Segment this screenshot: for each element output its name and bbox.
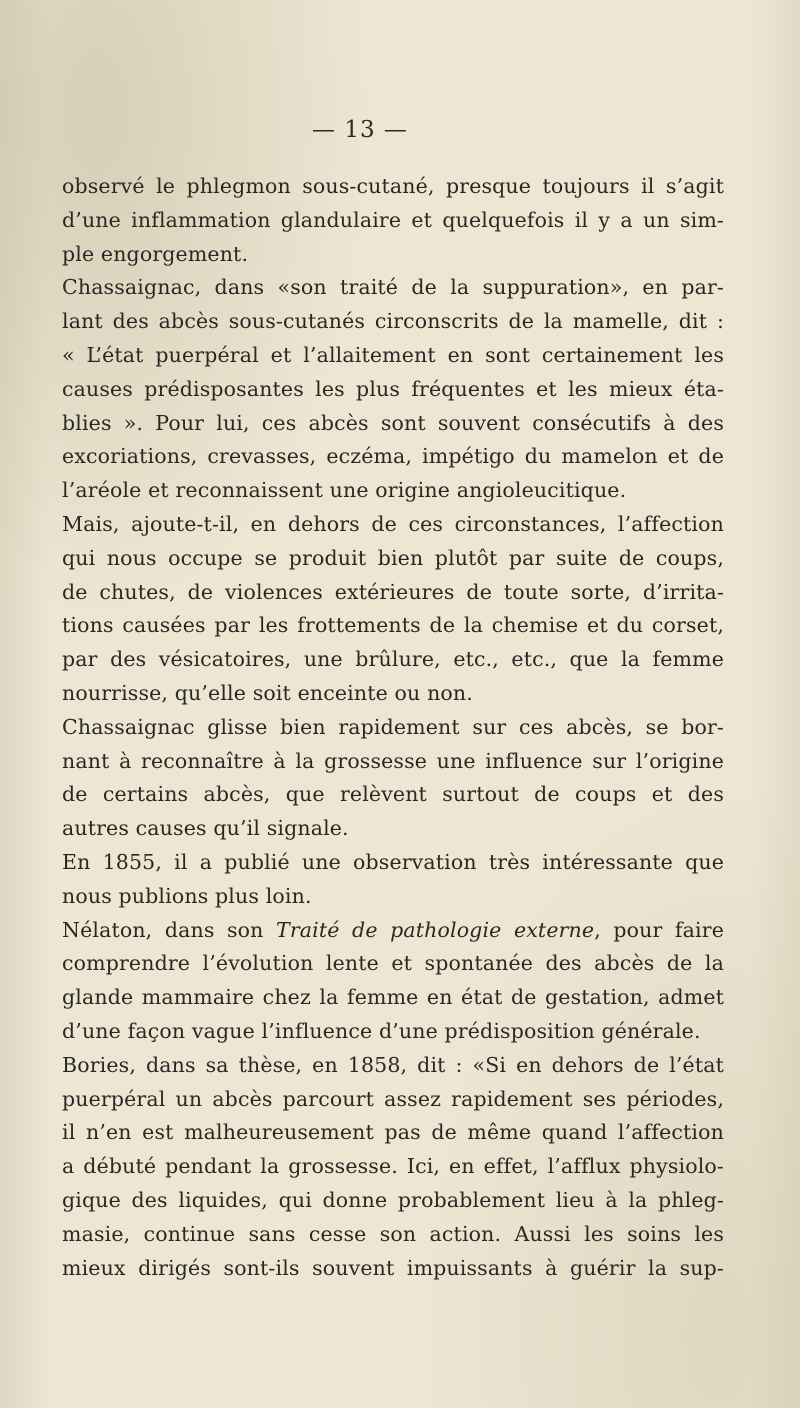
text-line: Chassaignac, dans «son traité de la suppuration», en par- (62, 275, 724, 300)
text-line: nourrisse, qu’elle soit enceinte ou non. (62, 680, 473, 705)
text-line: observé le phlegmon sous-cutané, presque toujours il s’agit (62, 174, 724, 198)
text-line: glande mammaire chez la femme en état de gestation, admet (62, 985, 724, 1010)
text-line: masie, continue sans cesse son action. Aussi les soins les (62, 1221, 724, 1246)
text-line: tions causées par les frottements de la chemise et du corset, (62, 613, 724, 638)
text-line: Bories, dans sa thèse, en 1858, dit : «Si en dehors de l’état (62, 1052, 724, 1077)
text-line: blies ». Pour lui, ces abcès sont souvent consécutifs à des (62, 410, 724, 435)
text-line: « L’état puerpéral et l’allaitement en sont certainement les (62, 342, 724, 367)
text-line: de certains abcès, que relèvent surtout de coups et des (62, 782, 724, 807)
text-line: puerpéral un abcès parcourt assez rapidement ses périodes, (62, 1086, 724, 1111)
text-line: l’aréole et reconnaissent une origine angioleucitique. (62, 478, 627, 503)
line-comma: , (594, 917, 601, 942)
text-line: qui nous occupe se produit bien plutôt par suite de coups, (62, 545, 724, 570)
text-line: En 1855, il a publié une observation très intéressante que (62, 849, 724, 874)
text-line: autres causes qu’il signale. (62, 816, 349, 841)
text-line: il n’en est malheureusement pas de même quand l’affection (62, 1120, 724, 1145)
text-line: excoriations, crevasses, eczéma, impétigo du mamelon et de (62, 444, 724, 469)
body-text (62, 170, 724, 1285)
text-line: lant des abcès sous-cutanés circonscrits de la mamelle, dit : (62, 309, 724, 334)
text-line: Mais, ajoute-t-il, en dehors de ces circonstances, l’affection (62, 511, 724, 536)
text-line: d’une façon vague l’influence d’une prédisposition générale. (62, 1018, 701, 1043)
text-line: mieux dirigés sont-ils souvent impuissants à guérir la sup- (62, 1255, 724, 1280)
text-line: comprendre l’évolution lente et spontanée des abcès de la (62, 951, 724, 976)
text-line: par des vésicatoires, une brûlure, etc., etc., que la femme (62, 647, 724, 672)
text-line: nous publions plus loin. (62, 883, 312, 908)
line-prefix: Nélaton, dans son (62, 917, 264, 942)
text-line-with-title (62, 914, 724, 948)
text-line: nant à reconnaître à la grossesse une influence sur l’origine (62, 748, 724, 773)
book-title: Traité de pathologie externe (276, 917, 595, 942)
text-line: gique des liquides, qui donne probablement lieu à la phleg- (62, 1187, 724, 1212)
text-line: ple engorgement. (62, 241, 249, 266)
text-line: de chutes, de violences extérieures de toute sorte, d’irrita- (62, 579, 724, 604)
line-suffix: pour faire (613, 917, 724, 942)
text-line: d’une inflammation glandulaire et quelquefois il y a un sim- (62, 207, 724, 232)
page-number: — 13 — (312, 117, 408, 143)
text-line: a débuté pendant la grossesse. Ici, en effet, l’afflux physiolo- (62, 1154, 724, 1179)
text-line: causes prédisposantes les plus fréquentes et les mieux éta- (62, 376, 724, 401)
text-line: Chassaignac glisse bien rapidement sur ces abcès, se bor- (62, 714, 724, 739)
